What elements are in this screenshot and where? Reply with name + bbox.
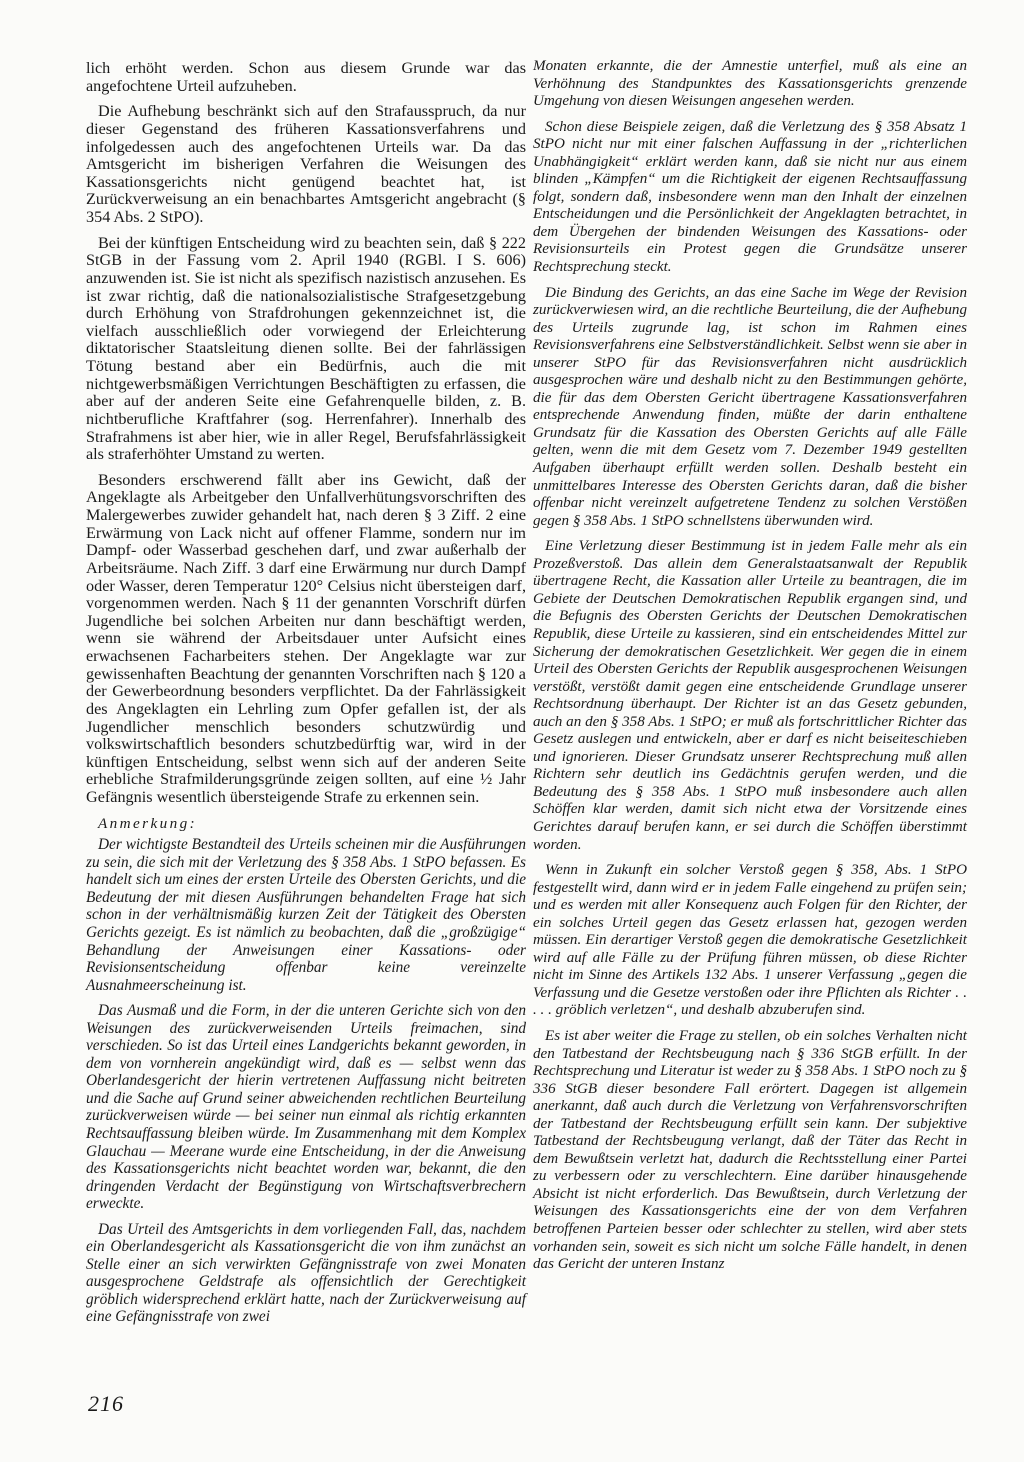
- annotation-paragraph: Schon diese Beispiele zeigen, daß die Verletzung des § 358 Absatz 1 StPO nicht nur mit einer falschen Auffassung in der „richterlichen Unabhängigkeit“ erklärt werden kann, daß sie nicht nur aus einem blinden „Kämpfen“ um die Richtigkeit der eigenen Rechtsauffassung folgt, sondern daß, insbesondere wenn man den Inhalt der einzelnen Entscheidungen und die Persönlichkeit der Angeklagten betrachtet, in dem Übergehen der bindenden Weisungen des Kassations- oder Revisionsurteils ein Protest gegen die Grundsätze unserer Rechtsprechung steckt.: [533, 118, 967, 276]
- paragraph: Besonders erschwerend fällt aber ins Gewicht, daß der Angeklagte als Arbeitgeber den Unfallverhütungsvorschriften des Malergewerbes zuwider gehandelt hat, nach deren § 3 Ziff. 2 eine Erwärmung von Lack nicht auf offener Flamme, sondern nur im Dampf- oder Wasserbad geschehen darf, und zwar außerhalb der Arbeitsräume. Nach Ziff. 3 darf eine Erwärmung nur durch Dampf oder Wasser, deren Temperatur 120° Celsius nicht übersteigen darf, vorgenommen werden. Nach § 11 der genannten Vorschrift dürfen Jugendliche bei solchen Arbeiten nur dann beschäftigt werden, wenn sie während der Arbeitsdauer unter Aufsicht eines erwachsenen Facharbeiters stehen. Der Angeklagte war zur gewissenhaften Beachtung der genannten Vorschriften nach § 120 a der Gewerbeordnung besonders verpflichtet. Da der Fahrlässigkeit des Angeklagten ein Lehrling zum Opfer gefallen ist, der als Jugendlicher menschlich besonders schutzwürdig und volkswirtschaftlich besonders schutzbedürftig war, wird in der künftigen Entscheidung, selbst wenn sich auf der anderen Seite erhebliche Strafmilderungsgründe zeigen sollten, auf eine ½ Jahr Gefängnis wesentlich übersteigende Strafe zu erkennen sein.: [86, 470, 526, 806]
- annotation-paragraph: Der wichtigste Bestandteil des Urteils scheinen mir die Ausführungen zu sein, die sich mit der Verletzung des § 358 Abs. 1 StPO befassen. Es handelt sich um eines der ersten Urteile des Obersten Gerichts, und die Bedeutung der mit diesen Ausführungen behandelten Frage hat sich schon in der verhältnismäßig kurzen Zeit der Tätigkeit des Obersten Gerichts gezeigt. Es ist nämlich zu beobachten, daß die „großzügige“ Behandlung der Anweisungen einer Kassations- oder Revisionsentscheidung offenbar keine vereinzelte Ausnahmeerscheinung ist.: [86, 836, 526, 994]
- annotation-paragraph: Eine Verletzung dieser Bestimmung ist in jedem Falle mehr als ein Prozeßverstoß. Das allein dem Generalstaatsanwalt der Republik übertragene Recht, die Kassation aller Urteile zu beantragen, die im Gebiete der Deutschen Demokratischen Republik ergangen sind, und die Befugnis des Obersten Gerichts der Deutschen Demokratischen Republik, diese Urteile zu kassieren, sind ein entscheidendes Mittel zur Sicherung der demokratischen Gesetzlichkeit. Wer gegen die in einem Urteil des Obersten Gerichts der Republik ausgesprochenen Weisungen verstößt, verstößt damit gegen eine entscheidende Grundlage unserer Rechtsordnung überhaupt. Der Richter ist an das Gesetz gebunden, auch an den § 358 Abs. 1 StPO; er muß als fortschrittlicher Richter das Gesetz auslegen und entwickeln, aber er darf es nicht beiseiteschieben und ignorieren. Dieser Grundsatz unserer Rechtsprechung muß allen Richtern sehr deutlich ins Gedächtnis gerufen werden, und die Bedeutung des § 358 Abs. 1 StPO muß insbesondere auch allen Schöffen klar werden, damit sich nicht etwa der Vorsitzende eines Gerichtes darauf berufen kann, er sei durch die Schöffen überstimmt worden.: [533, 538, 967, 853]
- paragraph: lich erhöht werden. Schon aus diesem Grunde war das angefochtene Urteil aufzuheben.: [86, 59, 526, 95]
- right-column: [533, 58, 967, 1282]
- annotation-paragraph: Die Bindung des Gerichts, an das eine Sache im Wege der Revision zurückverwiesen wird, an die rechtliche Beurteilung, die der Aufhebung des Urteils zugrunde lag, ist schon im Rahmen eines Revisionsverfahrens eine Selbstverständlichkeit. Selbst wenn sie aber in unserer StPO für das Revisionsverfahren nicht ausdrücklich ausgesprochen wäre und deshalb nicht zu den Bestimmungen gehörte, die für das dem Obersten Gericht übertragene Kassationsverfahren entsprechende Anwendung finden, müßte der darin enthaltene Grundsatz für die Kassation des Obersten Gerichts auf alle Fälle gelten, wenn die mit dem Gesetz vom 7. Dezember 1949 gestellten Aufgaben überhaupt erfüllt werden sollen. Deshalb besteht ein unmittelbares Interesse des Obersten Gerichts daran, daß die bisher offenbar nicht vereinzelt aufgetretene Tendenz zu solchen Verstößen gegen § 358 Abs. 1 StPO schnellstens überwunden wird.: [533, 284, 967, 529]
- paragraph: Bei der künftigen Entscheidung wird zu beachten sein, daß § 222 StGB in der Fassung vom 2. April 1940 (RGBl. I S. 606) anzuwenden ist. Sie ist nicht als spezifisch nazistisch anzusehen. Es ist zwar richtig, daß die nationalsozialistische Strafgesetzgebung durch Erhöhung von Strafdrohungen gekennzeichnet ist, die vielfach ausschließlich oder vorwiegend der Erleichterung diktatorischer Staatsleitung dienen sollte. Bei der fahrlässigen Tötung bestand aber ein Bedürfnis, auch die mit nichtgewerbsmäßigen Verrichtungen Beschäftigten zu erfassen, die aber auf der anderen Seite eine Gefahrenquelle bilden, z. B. nichtberufliche Kraftfahrer (sog. Herrenfahrer). Innerhalb des Strafrahmens ist aber hier, wie in aller Regel, Berufsfahrlässigkeit als straferhöhter Umstand zu werten.: [86, 233, 526, 464]
- annotation-heading: Anmerkung:: [98, 814, 198, 832]
- paragraph: Die Aufhebung beschränkt sich auf den Strafausspruch, da nur dieser Gegenstand des früheren Kassationsverfahrens und infolgedessen auch des angefochtenen Urteils war. Da das Amtsgericht im bisherigen Verfahren die Weisungen des Kassationsgerichts nicht genügend beachtet hat, ist Zurückverweisung an ein benachbartes Amtsgericht angebracht (§ 354 Abs. 2 StPO).: [86, 102, 526, 226]
- annotation-paragraph: Wenn in Zukunft ein solcher Verstoß gegen § 358, Abs. 1 StPO festgestellt wird, dann wird er in jedem Falle eingehend zu prüfen sein; und es werden mit aller Konsequenz auch Folgen für den Richter, der ein solches Urteil gegen das Gesetz erlassen hat, gezogen werden müssen. Ein derartiger Verstoß gegen die demokratische Gesetzlichkeit wird auf alle Fälle zu der Prüfung führen müssen, ob diese Richter nicht im Sinne des Artikels 132 Abs. 1 unserer Verfassung „gegen die Verfassung und die Gesetze verstoßen oder ihre Pflichten als Richter . . . . . gröblich verletzen“, und deshalb abzuberufen sind.: [533, 862, 967, 1019]
- annotation-paragraph: Es ist aber weiter die Frage zu stellen, ob ein solches Verhalten nicht den Tatbestand der Rechtsbeugung nach § 336 StGB erfüllt. In der Rechtsprechung und Literatur ist weder zu § 358 Abs. 1 StPO noch zu § 336 StGB dieser besondere Fall erörtert. Dagegen ist allgemein anerkannt, daß auch durch die Verletzung von Verfahrensvorschriften der Tatbestand der Rechtsbeugung erfüllt sein kann. Der subjektive Tatbestand der Rechtsbeugung verlangt, daß der Täter das Recht in dem Bewußtsein verletzt hat, dadurch die Rechtsstellung einer Partei zu verbessern oder zu verschlechtern. Eine darüber hinausgehende Absicht ist nicht erforderlich. Das Bewußtsein, durch Verletzung der Weisungen des Kassationsgerichts eine der von dem Verfahren betroffenen Parteien besser oder schlechter zu stellen, wird aber stets vorhanden sein, soweit es sich nicht um solche Fälle handelt, in denen das Gericht der unteren Instanz: [533, 1027, 967, 1273]
- annotation-paragraph: Das Ausmaß und die Form, in der die unteren Gerichte sich von den Weisungen des zurückverweisenden Urteils freimachen, sind verschieden. So ist das Urteil eines Landgerichts bekannt geworden, in dem von vornherein angekündigt wird, daß es — selbst wenn das Oberlandesgericht der hierin vertretenen Auffassung nicht beitreten und die Sache auf Grund seiner abweichenden rechtlichen Beurteilung zurückverweisen würde — bei seiner nun einmal als richtig erkannten Rechtsauffassung bleiben würde. Im Zusammenhang mit dem Komplex Glauchau — Meerane wurde eine Entscheidung, in der die Anweisung des Kassationsgerichts nicht beachtet worden war, bekannt, die den dringenden Verdacht der Begünstigung von Wirtschaftsverbrechern erweckte.: [86, 1002, 526, 1213]
- annotation-paragraph: Monaten erkannte, die der Amnestie unterfiel, muß als eine an Verhöhnung des Standpunktes des Kassationsgerichts grenzende Umgehung von diesen Weisungen angesehen werden.: [533, 58, 967, 110]
- left-column: [86, 60, 526, 1334]
- page-number: 216: [88, 1391, 124, 1416]
- annotation-paragraph: Das Urteil des Amtsgerichts in dem vorliegenden Fall, das, nachdem ein Oberlandesgericht als Kassationsgericht die von ihm zunächst an Stelle einer an sich verwirkten Gefängnisstrafe von zwei Monaten ausgesprochene Geldstrafe als offensichtlich der Gerechtigkeit gröblich widersprechend erklärt hatte, nach der Zurückverweisung auf eine Gefängnisstrafe von zwei: [86, 1220, 526, 1326]
